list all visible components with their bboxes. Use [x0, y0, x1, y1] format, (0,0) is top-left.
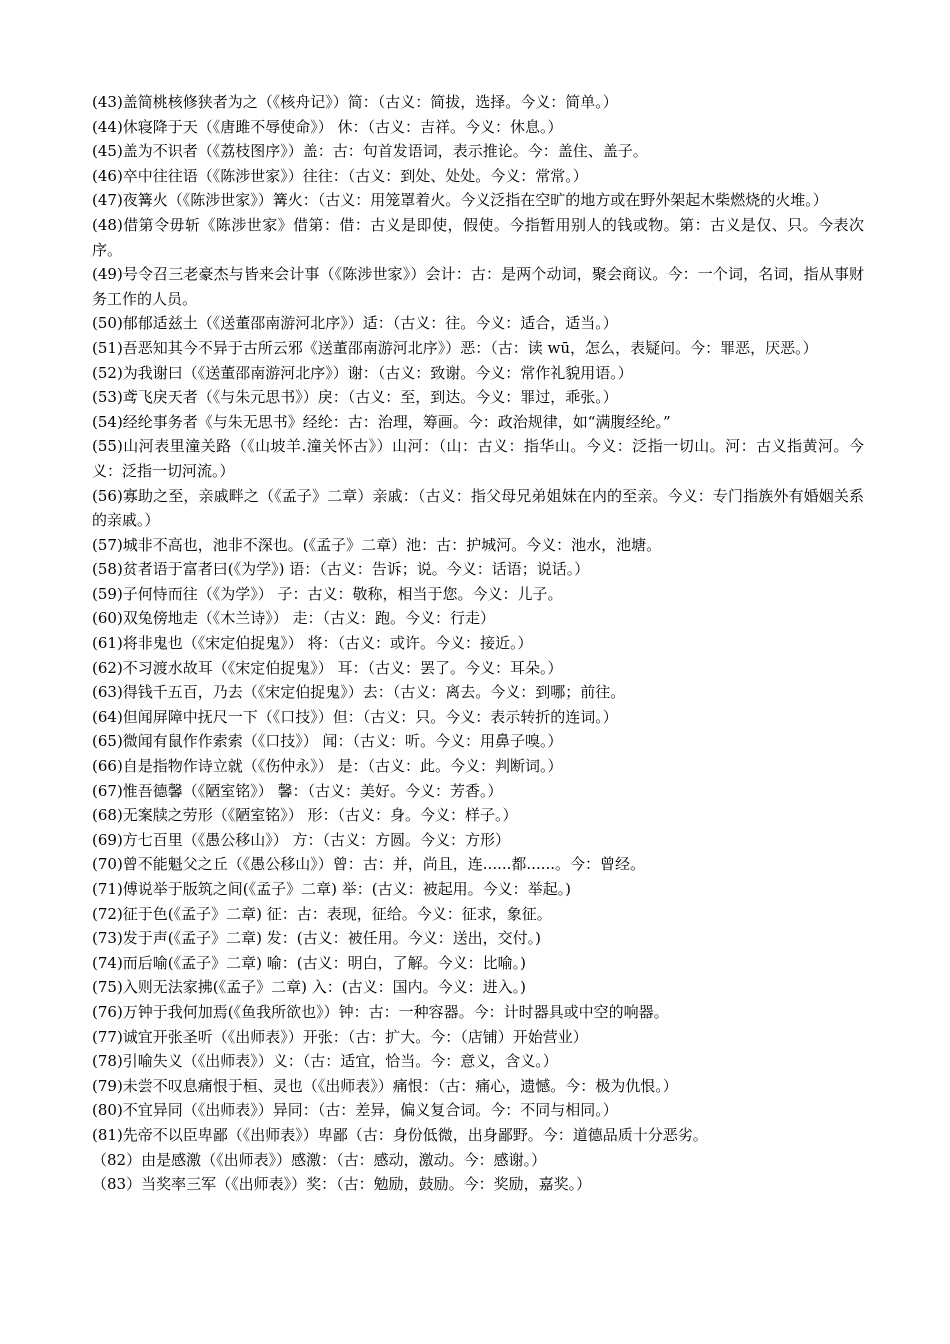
entry-63: (63)得钱千五百，乃去（《宋定伯捉鬼》）去：（古义：离去。今义：到哪；前往。 — [92, 683, 626, 702]
entry-62: (62)不习渡水故耳（《宋定伯捉鬼》） 耳：（古义：罢了。今义：耳朵。） — [92, 658, 563, 677]
entry-51: (51)吾恶知其今不异于古所云邪《送董邵南游河北序》）恶：（古：读 wū，怎么，表疑问。今：罪恶，厌恶。） — [92, 338, 818, 357]
entry-81: (81)先帝不以臣卑鄙（《出师表》）卑鄙（古：身份低微，出身鄙野。今：道德品质十分恶劣。 — [92, 1125, 708, 1144]
entry-80: (80)不宜异同（《出师表》）异同：（古：差异，偏义复合词。今：不同与相同。） — [92, 1101, 618, 1120]
entry-61: (61)将非鬼也（《宋定伯捉鬼》） 将：（古义：或许。今义：接近。） — [92, 634, 533, 653]
entry-60: (60)双兔傍地走（《木兰诗》） 走：（古义：跑。今义：行走） — [92, 609, 496, 628]
entry-64: (64)但闻屏障中抚尺一下（《口技》）但：（古义：只。今义：表示转折的连词。） — [92, 707, 618, 726]
entry-73: (73)发于声(《孟子》二章) 发：(古义：被任用。今义：送出，交付。) — [92, 929, 541, 948]
entry-83: （83）当奖率三军（《出师表》）奖：（古：勉励，鼓励。今：奖励，嘉奖。） — [92, 1175, 592, 1194]
entry-70: (70)曾不能魁父之丘（《愚公移山》）曾：古：并，尚且，连......都......。今：曾经。 — [92, 855, 646, 874]
entry-43: (43)盖简桃核修狭者为之（《核舟记》）简：（古义：简拔，选择。今义：简单。） — [92, 93, 618, 111]
entry-68: (68)无案牍之劳形（《陋室铭》） 形：（古义：身。今义：样子。） — [92, 806, 518, 825]
entry-69: (69)方七百里（《愚公移山》） 方：（古义：方圆。今义：方形） — [92, 830, 511, 849]
entry-76: (76)万钟于我何加焉(《鱼我所欲也》）钟：古：一种容器。今：计时器具或中空的响器。 — [92, 1002, 669, 1021]
entry-72: (72)征于色(《孟子》二章) 征：古：表现，征给。今义：征求，象征。 — [92, 904, 552, 923]
entry-65: (65)微闻有鼠作作索索（《口技》） 闻：（古义：听。今义：用鼻子嗅。） — [92, 732, 563, 751]
entry-45: (45)盖为不识者（《荔枝图序》）盖：古：句首发语词，表示推论。今：盖住、盖子。 — [92, 142, 648, 161]
entry-66: (66)自是指物作诗立就（《伤仲永》） 是：（古义：此。今义：判断词。） — [92, 757, 563, 776]
entry-54: (54)经纶事务者《与朱无思书》经纶：古：治理，筹画。今：政治规律，如“满腹经纶。” — [92, 412, 671, 431]
entry-56: (56)寡助之至，亲戚畔之（《孟子》二章）亲戚：（古义：指父母兄弟姐妹在内的至亲。今义：专门指族外有婚姻关系的亲戚。） — [92, 486, 864, 530]
entry-74: (74)而后喻(《孟子》二章) 喻：(古义：明白，了解。今义：比喻。) — [92, 953, 526, 972]
document-page — [92, 90, 864, 1197]
entry-75: (75)入则无法家拂(《孟子》二章) 入：(古义：国内。今义：进入。) — [92, 978, 526, 997]
entry-79: (79)未尝不叹息痛恨于桓、灵也（《出师表》）痛恨：（古：痛心，遗憾。今：极为仇恨。） — [92, 1076, 678, 1095]
entry-57: (57)城非不高也，池非不深也。(《孟子》二章）池：古：护城河。今义：池水，池塘。 — [92, 535, 662, 554]
entry-47: (47)夜篝火（《陈涉世家》）篝火：（古义：用笼罩着火。今义泛指在空旷的地方或在野外架起木柴燃烧的火堆。） — [92, 191, 828, 210]
entry-48: (48)借第令毋斩《陈涉世家》借第：借：古义是即使，假使。今指暂用别人的钱或物。第：古义是仅、只。今表次序。 — [92, 215, 864, 259]
entry-55: (55)山河表里潼关路（《山坡羊.潼关怀古》）山河：（山：古义：指华山。今义：泛指一切山。河：古义指黄河。今义：泛指一切河流。） — [92, 437, 864, 480]
entry-50: (50)郁郁适兹土（《送董邵南游河北序》）适：（古义：往。今义：适合，适当。） — [92, 314, 618, 333]
entry-52: (52)为我谢曰（《送董邵南游河北序》）谢：（古义：致谢。今义：常作礼貌用语。） — [92, 363, 633, 382]
entry-49: (49)号令召三老豪杰与皆来会计事（《陈涉世家》）会计：古：是两个动词，聚会商议。今：一个词，名词，指从事财务工作的人员。 — [92, 265, 864, 308]
entry-67: (67)惟吾德馨（《陋室铭》） 馨：（古义：美好。今义：芳香。） — [92, 781, 503, 800]
entry-77: (77)诚宜开张圣听（《出师表》）开张：（古：扩大。今：（店铺）开始营业） — [92, 1027, 588, 1046]
entry-58: (58)贫者语于富者曰(《为学》) 语：（古义：告诉；说。今义：话语；说话。） — [92, 560, 590, 579]
entry-71: (71)傅说举于版筑之间(《孟子》二章) 举：(古义：被起用。今义：举起。) — [92, 880, 571, 898]
entry-82: （82）由是感激（《出师表》）感激：（古：感动，激动。今：感谢。） — [92, 1150, 547, 1169]
entry-53: (53)鸢飞戾天者（《与朱元思书》）戾：（古义：至，到达。今义：罪过，乖张。） — [92, 388, 618, 407]
entry-46: (46)卒中往往语（《陈涉世家》）往往：（古义：到处、处处。今义：常常。） — [92, 166, 588, 185]
entry-44: (44)休寝降于天（《唐雎不辱使命》） 休：（古义：吉祥。今义：休息。） — [92, 117, 563, 136]
entry-78: (78)引喻失义（《出师表》）义：（古：适宜，恰当。今：意义，含义。） — [92, 1052, 558, 1071]
entry-59: (59)子何恃而往（《为学》） 子：古义：敬称，相当于您。今义：儿子。 — [92, 584, 563, 603]
